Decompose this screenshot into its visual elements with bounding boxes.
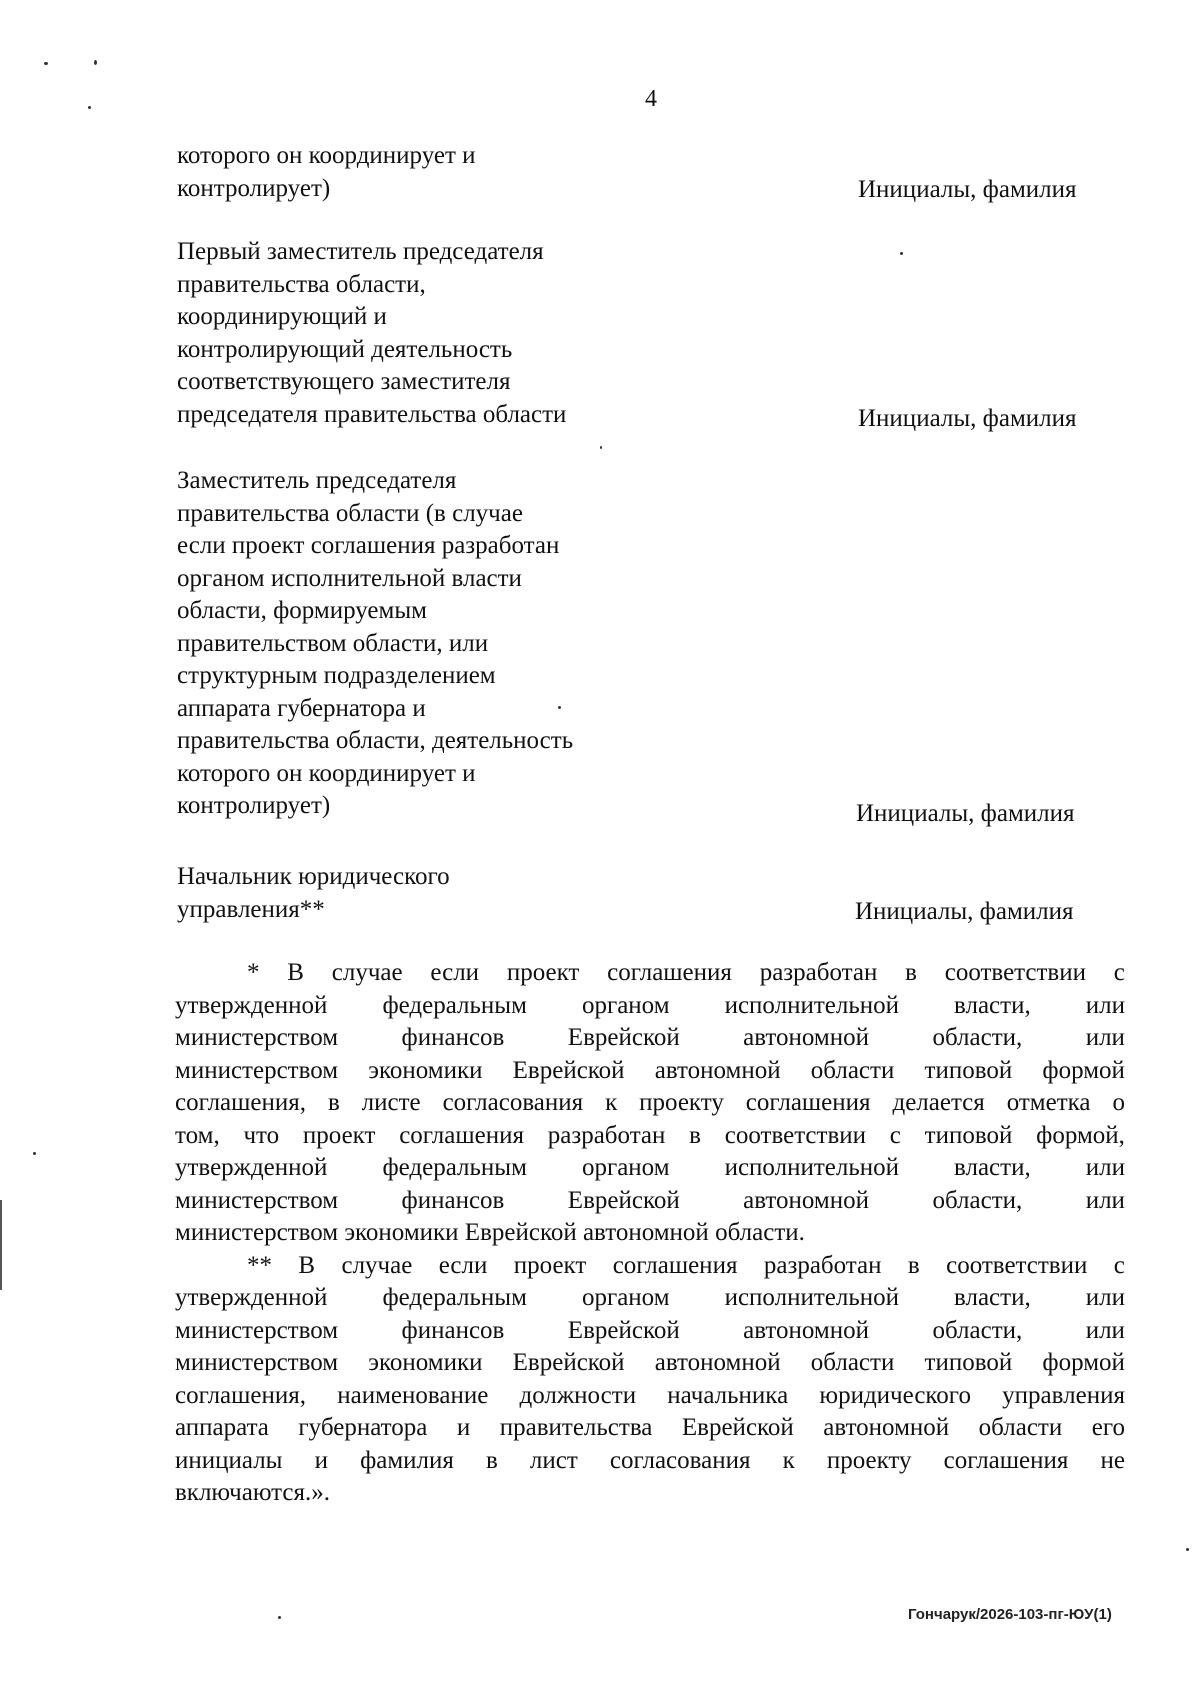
footnote-word: Еврейской [512,1056,625,1084]
footnote-word: Еврейской [567,1186,680,1214]
footnote-2-line [175,1412,1125,1445]
footnote-word: и [456,1414,471,1441]
footnote-word: начальника [667,1381,789,1409]
footnote-word: В [287,959,304,986]
footnote-2-line [175,1445,1125,1478]
footnote-word: делается [892,1089,985,1116]
footnote-word: соответствии [944,959,1086,986]
footnote-word: области, [932,1316,1023,1344]
footnote-1-line [175,1022,1125,1055]
footnote-1-line [175,1120,1125,1153]
footnote-word: федеральным [382,991,527,1019]
footnote-word: проекту [826,1446,912,1474]
footnote-word: губернатора [298,1414,428,1441]
position-line: координирующий и [177,303,387,330]
footnote-word: фамилия [360,1446,454,1474]
footnote-word: правительства [499,1414,653,1441]
position-line: правительства области, [177,270,426,298]
signature-placeholder: Инициалы, фамилия [858,176,1077,203]
footnote-word: случае [331,959,403,986]
position-line: Заместитель председателя [177,467,457,494]
footnote-word: согласования [442,1089,584,1116]
scan-edge-mark [0,1200,2,1290]
footnote-word: области [810,1056,895,1084]
approval-block-position [177,465,657,823]
scan-speck [44,62,48,65]
footnote-word: в [907,1251,920,1279]
footnote-word: автономной [743,1316,869,1344]
footnote-word: с [889,1121,901,1149]
scan-speck [1186,1548,1189,1551]
footnote-word: с [1113,1251,1125,1279]
approval-block-position [177,236,657,431]
document-code: Гончарук/2026-103-пг-ЮУ(1) [908,1606,1112,1623]
footnote-word: аппарата [175,1414,269,1441]
footnote-word: власти, [954,1154,1031,1181]
position-line: правительством области, или [177,629,489,657]
footnote-word: утвержденной [175,991,328,1019]
footnote-word: органом [581,1284,670,1311]
footnote-word: и [314,1446,328,1474]
position-line: контролирует) [177,174,331,202]
approval-block-position [177,861,657,926]
footnote-word: автономной [743,1186,869,1214]
footnote-word: согласования [609,1446,751,1474]
footnote-word: инициалы [175,1446,283,1474]
footnote-word: если [430,959,480,986]
footnote-1-line [175,1217,1125,1250]
footnote-1-line [175,990,1125,1023]
footnote-word: в [689,1121,701,1149]
page-number: 4 [645,86,657,112]
footnote-word: типовой [924,1349,1013,1376]
footnote-2-line [175,1477,1125,1510]
footnote-word: федеральным [382,1284,527,1311]
footnote-word: отметка [1006,1089,1091,1116]
scan-speck [278,1616,281,1619]
footnote-word: если [438,1251,488,1279]
footnote-word: экономики [368,1056,483,1084]
position-line: Первый заместитель председателя [177,238,544,265]
footnote-word: автономной [743,1024,869,1051]
footnote-word: или [1085,991,1125,1019]
footnote-word: Еврейской [681,1414,794,1441]
footnote-2-line [175,1380,1125,1413]
footnote-word: автономной [823,1414,950,1441]
footnote-word: его [1091,1414,1125,1441]
signature-placeholder: Инициалы, фамилия [858,405,1077,432]
footnote-word: листе [361,1089,421,1116]
footnote-word: в [327,1089,340,1116]
footnote-word: к [782,1446,795,1474]
scan-speck [900,252,903,255]
footnote-word: министерством [175,1056,339,1084]
signature-placeholder: Инициалы, фамилия [855,898,1074,925]
footnote-word: или [1085,1154,1125,1181]
footnote-word: типовой [924,1121,1013,1149]
footnote-word: исполнительной [724,1284,899,1311]
footnote-word: финансов [401,1316,505,1344]
footnote-word: Еврейской [512,1349,625,1376]
footnote-word: лист [529,1446,578,1474]
footnote-word: финансов [401,1186,505,1214]
footnote-2-line [175,1282,1125,1315]
footnote-1-line [175,1152,1125,1185]
footnote-word: утвержденной [175,1284,328,1311]
footnote-word: области, [932,1024,1023,1051]
footnote-word: типовой [924,1056,1013,1084]
position-line: управления** [177,895,325,923]
position-line: которого он координирует и [177,142,476,169]
footnote-word: формой [1042,1056,1125,1084]
footnote-word: соглашения [399,1121,524,1149]
footnote-word: автономной [654,1056,781,1084]
footnote-word: * [247,959,260,986]
footnote-word: о [1112,1089,1125,1116]
footnote-word: соглашения [607,959,732,986]
footnote-word: ** [247,1251,272,1279]
footnote-word: разработан [759,959,878,986]
position-line: области, формируемым [177,597,427,624]
footnote-word: наименование [337,1381,489,1409]
footnote-word: соглашения [612,1251,738,1279]
footnote-word: разработан [547,1121,666,1149]
footnote-word: или [1085,1316,1125,1344]
position-line: председателя правительства области [177,400,567,428]
footnote-word: автономной [654,1349,781,1376]
footnote-word: федеральным [382,1154,527,1181]
footnote-word: проект [506,959,580,986]
footnote-word: формой [1042,1349,1125,1376]
footnote-word: соглашения, [175,1381,307,1409]
footnote-2-line [175,1250,1125,1283]
signature-placeholder: Инициалы, фамилия [856,800,1075,827]
position-line: которого он координирует и [177,759,476,787]
footnote-word: В [298,1251,316,1279]
footnote-word: управления [1002,1381,1125,1409]
footnote-word: что [243,1121,280,1149]
position-line: если проект соглашения разработан [177,532,560,559]
footnote-word: соответствии [724,1121,867,1149]
footnote-word: власти, [954,991,1031,1019]
footnote-text: министерством экономики Еврейской автономной области. [175,1219,805,1246]
footnote-word: министерством [175,1349,339,1376]
position-line: аппарата губернатора и [177,694,426,722]
footnote-2-line [175,1347,1125,1380]
position-line: правительства области (в случае [177,499,523,527]
footnote-word: должности [519,1381,637,1409]
footnote-word: в [486,1446,498,1474]
footnote-word: исполнительной [724,991,899,1019]
footnote-word: утвержденной [175,1154,328,1181]
position-line: правительства области, деятельность [177,727,574,754]
footnote-word: или [1085,1186,1125,1214]
footnote-word: разработан [763,1251,882,1279]
footnote-word: органом [581,1154,670,1181]
footnote-word: министерством [175,1316,339,1344]
footnote-word: в [905,959,917,986]
footnote-word: Еврейской [567,1024,680,1051]
footnote-word: финансов [401,1024,505,1051]
position-line: органом исполнительной власти [177,564,522,592]
scan-speck [33,1152,36,1155]
footnotes [175,957,1125,1510]
position-line: структурным подразделением [177,662,496,689]
position-line: Начальник юридического [177,863,450,890]
footnote-word: или [1085,1284,1125,1311]
footnote-word: исполнительной [724,1154,899,1181]
footnote-1-line [175,1087,1125,1120]
position-line: соответствующего заместителя [177,368,511,395]
footnote-word: соответствии [946,1251,1088,1279]
footnote-word: органом [581,991,670,1019]
footnote-word: проект [513,1251,587,1279]
approval-block-position [177,140,657,205]
footnote-word: области [810,1349,895,1376]
footnote-word: соглашения [943,1446,1069,1474]
footnote-word: области [978,1414,1063,1441]
footnote-word: министерством [175,1024,339,1051]
scan-speck [88,106,91,109]
position-line: контролирует) [177,792,331,819]
scan-speck [558,706,561,709]
footnote-word: министерством [175,1186,339,1214]
footnote-word: проект [302,1121,376,1149]
footnote-word: проекту [639,1089,724,1116]
footnote-1-line [175,1055,1125,1088]
scan-speck [600,446,602,449]
footnote-word: к [605,1089,618,1116]
footnote-word: соглашения, [175,1089,307,1116]
footnote-2-line [175,1315,1125,1348]
footnote-word: экономики [368,1349,483,1376]
footnote-word: случае [341,1251,413,1279]
footnote-word: с [1113,959,1125,986]
scan-speck [94,60,97,65]
footnote-text: включаются.». [175,1479,330,1506]
footnote-word: том, [175,1121,220,1149]
footnote-word: или [1085,1024,1125,1051]
footnote-word: Еврейской [567,1316,680,1344]
footnote-word: области, [932,1186,1023,1214]
footnote-word: не [1100,1446,1125,1474]
footnote-1-line [175,1185,1125,1218]
footnote-word: формой, [1036,1121,1125,1149]
footnote-word: власти, [954,1284,1031,1311]
footnote-1-line [175,957,1125,990]
position-line: контролирующий деятельность [177,335,513,363]
footnote-word: соглашения [745,1089,871,1116]
footnote-word: юридического [819,1381,971,1409]
